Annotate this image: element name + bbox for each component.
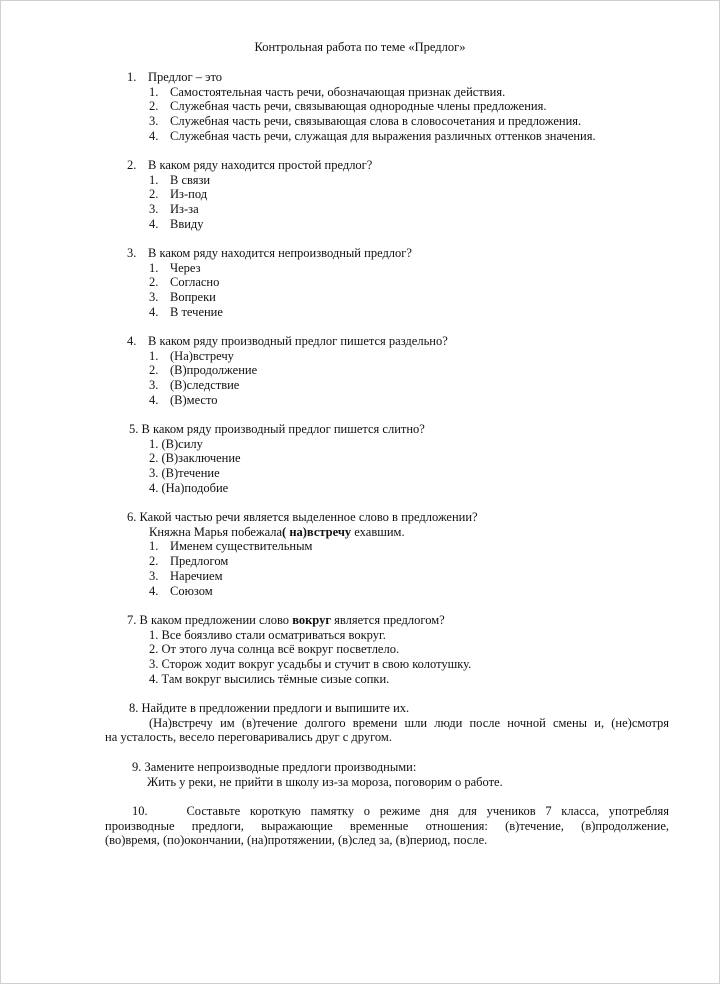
highlighted-word: вокруг — [292, 613, 332, 627]
option: 2. От этого луча солнца всё вокруг посветлело. — [149, 642, 400, 657]
question-8-line: (На)встречу им (в)течение долгого времени шли люди после ночной смены и, (не)смотря — [149, 715, 669, 730]
option: 1. (В)силу — [149, 436, 203, 451]
question-2-number: 2. — [127, 158, 137, 172]
option: 2. Предлогом — [149, 554, 229, 569]
question-1 — [127, 70, 596, 144]
question-10-line: 10. Составьте короткую памятку о режиме дня для учеников 7 класса, употребляя — [132, 804, 669, 818]
option: 1. (На)встречу — [149, 348, 234, 363]
option: 2. Согласно — [149, 275, 220, 290]
question-8-text: 8. Найдите в предложении предлоги и выпишите их. — [129, 701, 410, 715]
option: 1. Через — [149, 260, 201, 275]
option: 3. Из-за — [149, 202, 199, 217]
question-5-options — [149, 437, 425, 496]
question-4-number: 4. — [127, 334, 137, 348]
option: 1. Все боязливо стали осматриваться вокруг. — [149, 627, 386, 642]
question-6-options — [149, 539, 478, 598]
question-10-line: (во)время, (по)окончании, (на)протяжении, (в)след за, (в)период, после. — [105, 833, 488, 848]
question-1-number: 1. — [127, 70, 137, 84]
question-9-line: Жить у реки, не прийти в школу из-за мороза, поговорим о работе. — [147, 774, 503, 789]
option: 3. Сторож ходит вокруг усадьбы и стучит в свою колотушку. — [149, 657, 472, 672]
question-7 — [127, 613, 471, 687]
option: 3. (В)следствие — [149, 378, 240, 393]
question-5-text: 5. В каком ряду производный предлог пишется слитно? — [129, 422, 425, 436]
option: 4. Там вокруг высились тёмные сизые сопки. — [149, 671, 390, 686]
question-6-text: 6. Какой частью речи является выделенное слово в предложении? — [127, 510, 478, 524]
question-4 — [127, 334, 448, 408]
option: 3. Вопреки — [149, 290, 216, 305]
option: 4. (На)подобие — [149, 480, 229, 495]
question-2-text: В каком ряду находится простой предлог? — [148, 158, 373, 172]
option: 1. В связи — [149, 172, 211, 187]
question-2-options — [149, 173, 372, 232]
option: 2. (В)продолжение — [149, 363, 258, 378]
option: 3. Служебная часть речи, связывающая слова в словосочетания и предложения. — [149, 114, 582, 129]
option: 4. В течение — [149, 304, 223, 319]
question-7-options — [149, 628, 471, 687]
option: 2. (В)заключение — [149, 451, 241, 466]
question-9-text: 9. Замените непроизводные предлоги производными: — [132, 760, 417, 774]
question-6-sentence: Княжна Марья побежала( на)встречу ехавшим. — [149, 524, 405, 539]
question-1-head — [127, 70, 596, 85]
question-5 — [129, 422, 425, 496]
option: 4. Служебная часть речи, служащая для выражения различных оттенков значения. — [149, 128, 596, 143]
question-2 — [127, 158, 372, 232]
option: 3. (В)течение — [149, 466, 220, 481]
question-9 — [105, 760, 669, 789]
question-3 — [127, 246, 412, 320]
question-10-line: производные предлоги, выражающие временные отношения: (в)течение, (в)продолжение, — [105, 818, 669, 833]
question-8 — [105, 701, 669, 745]
option: 2. Из-под — [149, 187, 208, 202]
question-10 — [105, 804, 669, 848]
question-4-text: В каком ряду производный предлог пишется раздельно? — [148, 334, 448, 348]
option: 4. (В)место — [149, 392, 218, 407]
question-3-text: В каком ряду находится непроизводный предлог? — [148, 246, 412, 260]
option: 1. Самостоятельная часть речи, обозначающая признак действия. — [149, 84, 506, 99]
question-8-line: на усталость, весело переговаривались друг с другом. — [105, 730, 392, 745]
highlighted-word: ( на)встречу — [282, 524, 352, 539]
question-3-options — [149, 261, 412, 320]
option: 1. Именем существительным — [149, 539, 313, 554]
question-1-options — [149, 85, 596, 144]
option: 3. Наречием — [149, 568, 223, 583]
question-6 — [127, 510, 478, 598]
page-title: Контрольная работа по теме «Предлог» — [254, 40, 466, 54]
question-7-text: 7. В каком предложении слово вокруг является предлогом? — [127, 613, 445, 627]
option: 2. Служебная часть речи, связывающая однородные члены предложения. — [149, 99, 547, 114]
option: 4. Союзом — [149, 583, 213, 598]
question-4-options — [149, 349, 448, 408]
question-3-number: 3. — [127, 246, 137, 260]
option: 4. Ввиду — [149, 216, 204, 231]
question-1-text: Предлог – это — [148, 70, 223, 84]
